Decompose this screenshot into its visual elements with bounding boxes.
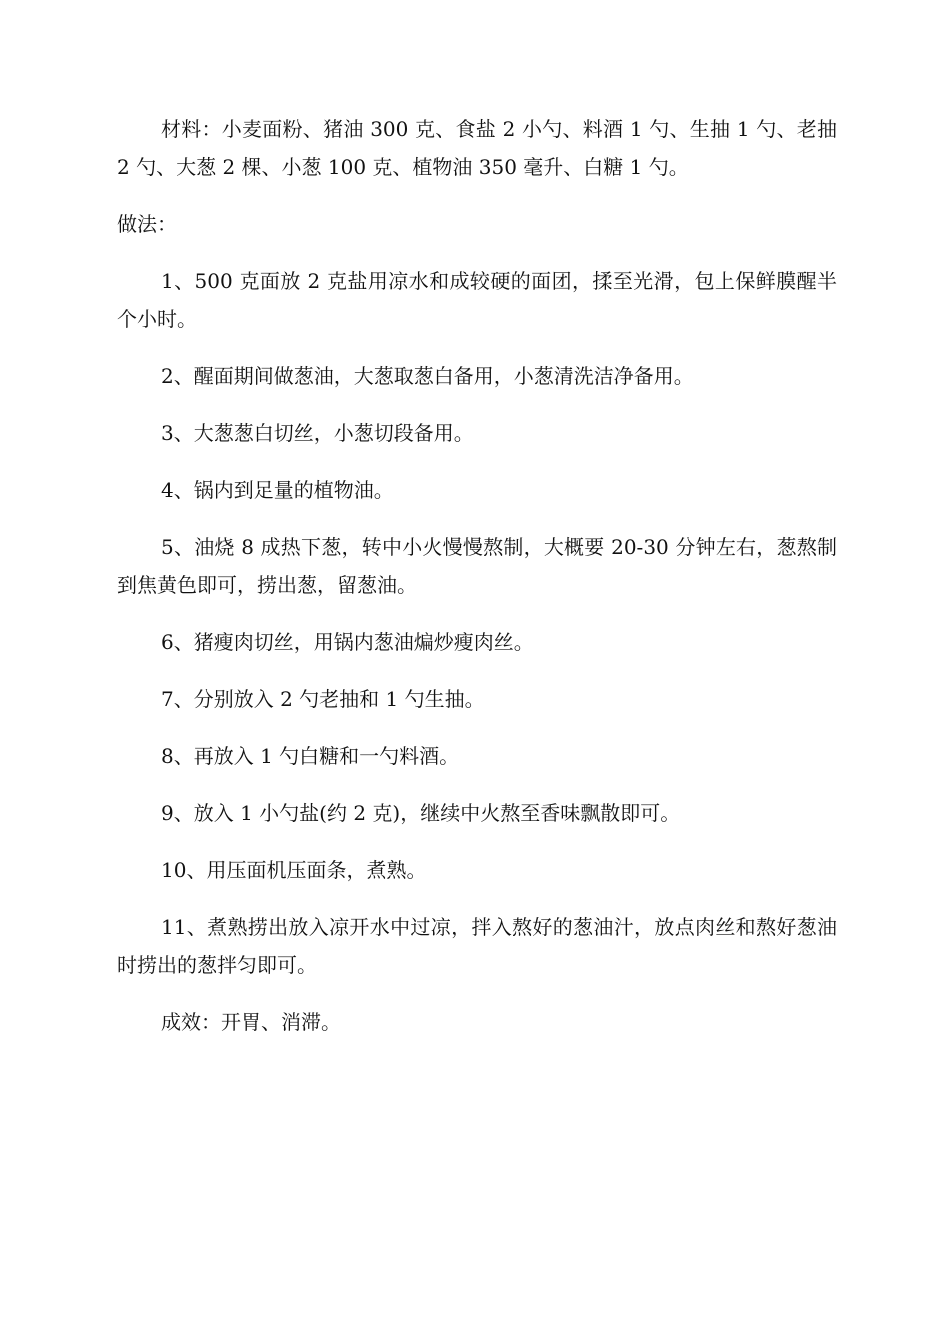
- step-5: 5、油烧 8 成热下葱，转中小火慢慢熬制，大概要 20-30 分钟左右，葱熬制到焦黄色即可，捞出葱，留葱油。: [117, 535, 837, 597]
- step-1: 1、500 克面放 2 克盐用凉水和成较硬的面团，揉至光滑，包上保鲜膜醒半个小时。: [117, 269, 837, 331]
- step-2: 2、醒面期间做葱油，大葱取葱白备用，小葱清洗洁净备用。: [161, 364, 694, 388]
- step-4: 4、锅内到足量的植物油。: [161, 478, 394, 502]
- step-9: 9、放入 1 小勺盐(约 2 克)，继续中火熬至香味飘散即可。: [161, 801, 681, 825]
- step-3: 3、大葱葱白切丝，小葱切段备用。: [161, 421, 474, 445]
- step-8: 8、再放入 1 勺白糖和一勺料酒。: [161, 744, 460, 768]
- method-heading: 做法：: [117, 212, 177, 236]
- materials-paragraph: 材料：小麦面粉、猪油 300 克、食盐 2 小勺、料酒 1 勺、生抽 1 勺、老抽 2 勺、大葱 2 棵、小葱 100 克、植物油 350 毫升、白糖 1 勺。: [117, 117, 837, 179]
- effect-paragraph: 成效：开胃、消滞。: [161, 1010, 341, 1034]
- step-11: 11、煮熟捞出放入凉开水中过凉，拌入熬好的葱油汁，放点肉丝和熬好葱油时捞出的葱拌匀即可。: [117, 915, 837, 977]
- step-6: 6、猪瘦肉切丝，用锅内葱油煸炒瘦肉丝。: [161, 630, 534, 654]
- step-10: 10、用压面机压面条，煮熟。: [161, 858, 427, 882]
- document-page: [117, 110, 837, 1060]
- step-7: 7、分别放入 2 勺老抽和 1 勺生抽。: [161, 687, 485, 711]
